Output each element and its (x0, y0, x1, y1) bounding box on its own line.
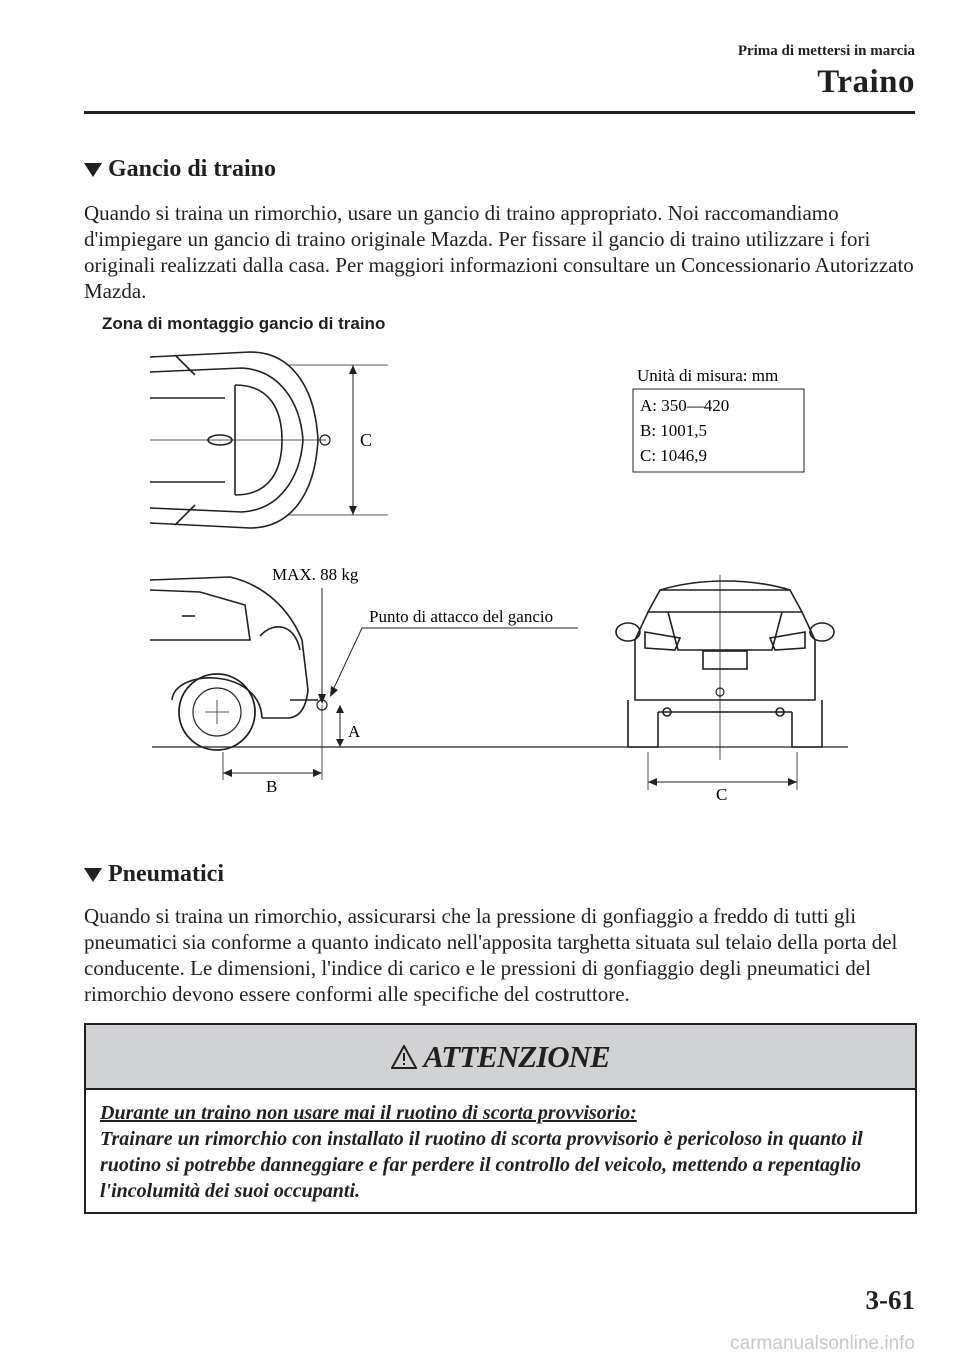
header-subtitle: Prima di mettersi in marcia (737, 43, 915, 59)
section-heading-pneumatici (84, 861, 224, 888)
label-b: B (266, 777, 278, 796)
warning-triangle-icon (391, 1045, 417, 1069)
triangle-bullet-icon (84, 868, 102, 882)
car-side-view (150, 577, 318, 718)
car-rear-view (616, 581, 834, 747)
hitch-point-label: Punto di attacco del gancio (369, 607, 554, 626)
warning-title: ATTENZIONE (423, 1038, 610, 1074)
spec-a: A: 350—420 (640, 396, 730, 415)
label-c-top: C (360, 430, 373, 450)
units-label: Unità di misura: mm (637, 366, 779, 385)
spec-c: C: 1046,9 (640, 446, 708, 465)
section-heading-text: Pneumatici (108, 861, 224, 887)
max-load-label: MAX. 88 kg (272, 565, 359, 584)
section-paragraph-pneumatici: Quando si traina un rimorchio, assicurarsi che la pressione di gonfiaggio a freddo di tutti gli pneumatici sia conforme a quanto indicato nell'apposita targhetta situata sul telaio della porta del conducente. Le dimensioni, l'indice di carico e le pressioni di gonfiaggio degli pneumatici del rimorchio devono essere conformi alle specifiche del costruttore. (84, 904, 898, 1006)
section-paragraph-gancio: Quando si traina un rimorchio, usare un gancio di traino appropriato. Noi raccomandiamo d'impiegare un gancio di traino originale Mazda. Per fissare il gancio di traino utilizzare i fori originali realizzati dalla casa. Per maggiori informazioni consultare un Concessionario Autorizzato Mazda. (84, 201, 914, 303)
warning-header (86, 1025, 915, 1090)
watermark: carmanualsonline.info (730, 1333, 915, 1354)
section-heading-text: Gancio di traino (108, 156, 277, 182)
label-a: A (348, 722, 361, 741)
warning-box (84, 1023, 917, 1214)
spec-b: B: 1001,5 (640, 421, 708, 440)
page-title: Traino (817, 64, 915, 100)
figure-caption: Zona di montaggio gancio di traino (102, 314, 386, 333)
warning-subtitle: Durante un traino non usare mai il ruotino di scorta provvisorio: (100, 1102, 637, 1124)
warning-body (86, 1090, 915, 1214)
page-number: 3-61 (865, 1285, 915, 1315)
warning-text: Trainare un rimorchio con installato il ruotino di scorta provvisorio è pericoloso in quanto il ruotino si potrebbe danneggiare e far perdere il controllo del veicolo, mettendo a repentaglio l'incolumità dei suoi occupanti. (100, 1128, 863, 1202)
label-c-rear: C (716, 785, 728, 804)
